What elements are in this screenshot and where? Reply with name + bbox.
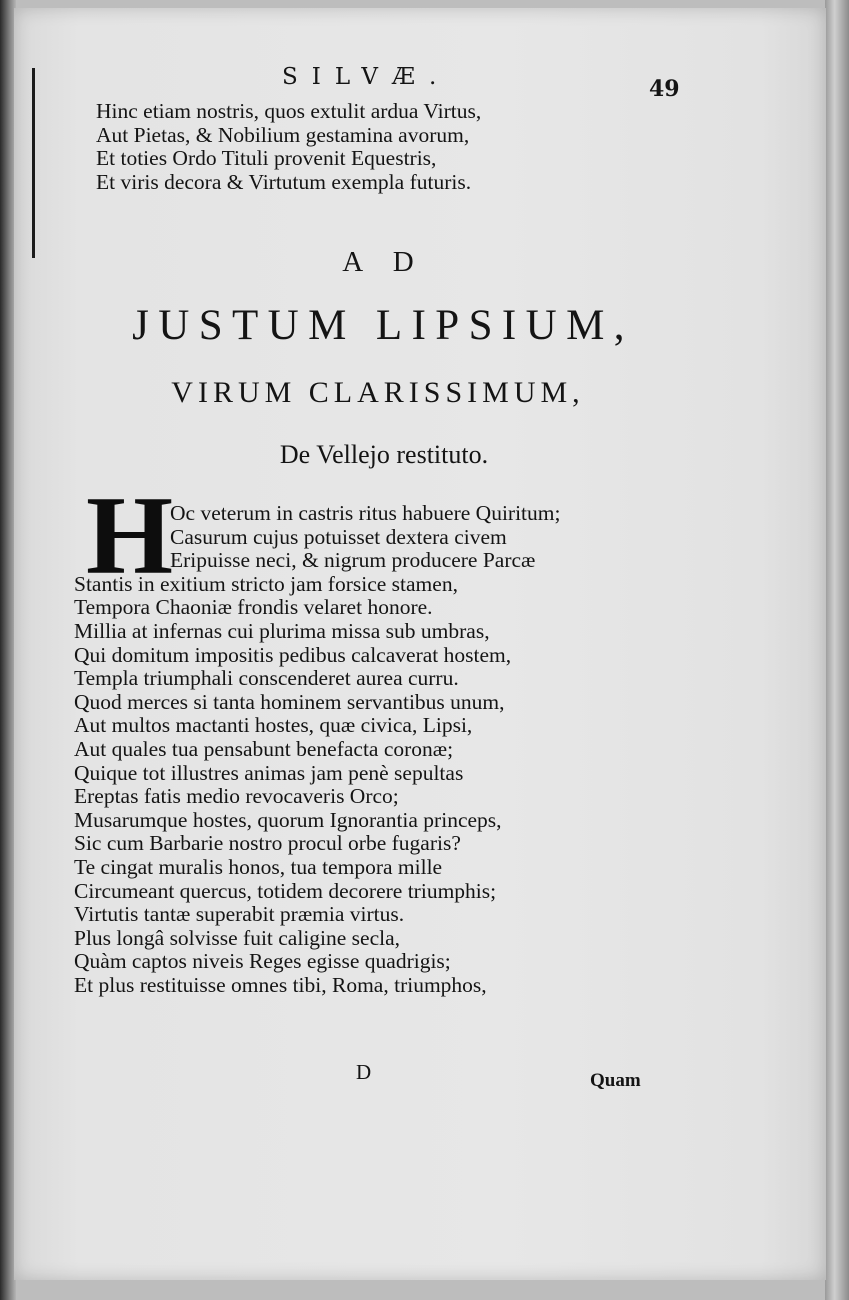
verse-line: Hinc etiam nostris, quos extulit ardua Virtus, bbox=[96, 99, 482, 123]
poem-line: Quàm captos niveis Reges egisse quadrigis; bbox=[74, 949, 451, 974]
poem-line: Plus longâ solvisse fuit caligine secla, bbox=[74, 925, 401, 950]
poem-line: Aut quales tua pensabunt benefacta coronæ; bbox=[74, 736, 454, 761]
poem-line: Oc veterum in castris ritus habuere Quiritum; bbox=[170, 501, 561, 525]
intro-verses bbox=[96, 100, 481, 194]
poem-line: Casurum cujus potuisset dextera civem bbox=[170, 524, 507, 549]
poem-line: Ereptas fatis medio revocaveris Orco; bbox=[74, 784, 399, 809]
poem-line: Et plus restituisse omnes tibi, Roma, triumphos, bbox=[74, 972, 487, 997]
poem-line: Te cingat muralis honos, tua tempora mille bbox=[74, 854, 443, 879]
poem-line: Circumeant quercus, totidem decorere triumphis; bbox=[74, 878, 497, 903]
catchword: Quam bbox=[590, 1070, 641, 1091]
heading-subtitle: De Vellejo restituto. bbox=[279, 440, 489, 469]
heading-virum: VIRUM CLARISSIMUM, bbox=[171, 376, 585, 409]
poem-line: Eripuisse neci, & nigrum producere Parcæ bbox=[170, 548, 536, 573]
poem-line: Virtutis tantæ superabit præmia virtus. bbox=[74, 902, 405, 927]
poem-line: Stantis in exitium stricto jam forsice stamen, bbox=[74, 571, 458, 596]
poem-line: Millia at infernas cui plurima missa sub umbras, bbox=[74, 618, 490, 643]
poem-line: Aut multos mactanti hostes, quæ civica, Lipsi, bbox=[74, 713, 473, 738]
poem-line: Sic cum Barbarie nostro procul orbe fugaris? bbox=[74, 831, 461, 856]
poem-line: Qui domitum impositis pedibus calcaverat hostem, bbox=[74, 642, 512, 667]
heading-name: JUSTUM LIPSIUM, bbox=[132, 302, 634, 349]
poem-line: Quod merces si tanta hominem servantibus unum, bbox=[74, 689, 505, 714]
page-number: 49 bbox=[649, 76, 680, 102]
verse-line: Aut Pietas, & Nobilium gestamina avorum, bbox=[96, 122, 470, 147]
verse-line: Et viris decora & Virtutum exempla futuris. bbox=[96, 169, 472, 194]
running-title: SILVÆ. bbox=[282, 64, 451, 90]
verse-line: Et toties Ordo Tituli provenit Equestris, bbox=[96, 146, 437, 170]
poem-line: Musarumque hostes, quorum Ignorantia princeps, bbox=[74, 807, 502, 832]
signature-mark: D bbox=[356, 1060, 372, 1084]
poem-line: Quique tot illustres animas jam penè sepultas bbox=[74, 760, 464, 785]
gutter-line bbox=[32, 68, 35, 258]
heading-ad: A D bbox=[342, 246, 426, 278]
page-edge bbox=[825, 0, 849, 1300]
poem-body bbox=[74, 502, 560, 997]
poem-line: Tempora Chaoniæ frondis velaret honore. bbox=[74, 595, 433, 620]
drop-cap: H bbox=[86, 474, 174, 598]
page-sheet bbox=[14, 8, 826, 1280]
poem-line: Templa triumphali conscenderet aurea curru. bbox=[74, 666, 459, 691]
